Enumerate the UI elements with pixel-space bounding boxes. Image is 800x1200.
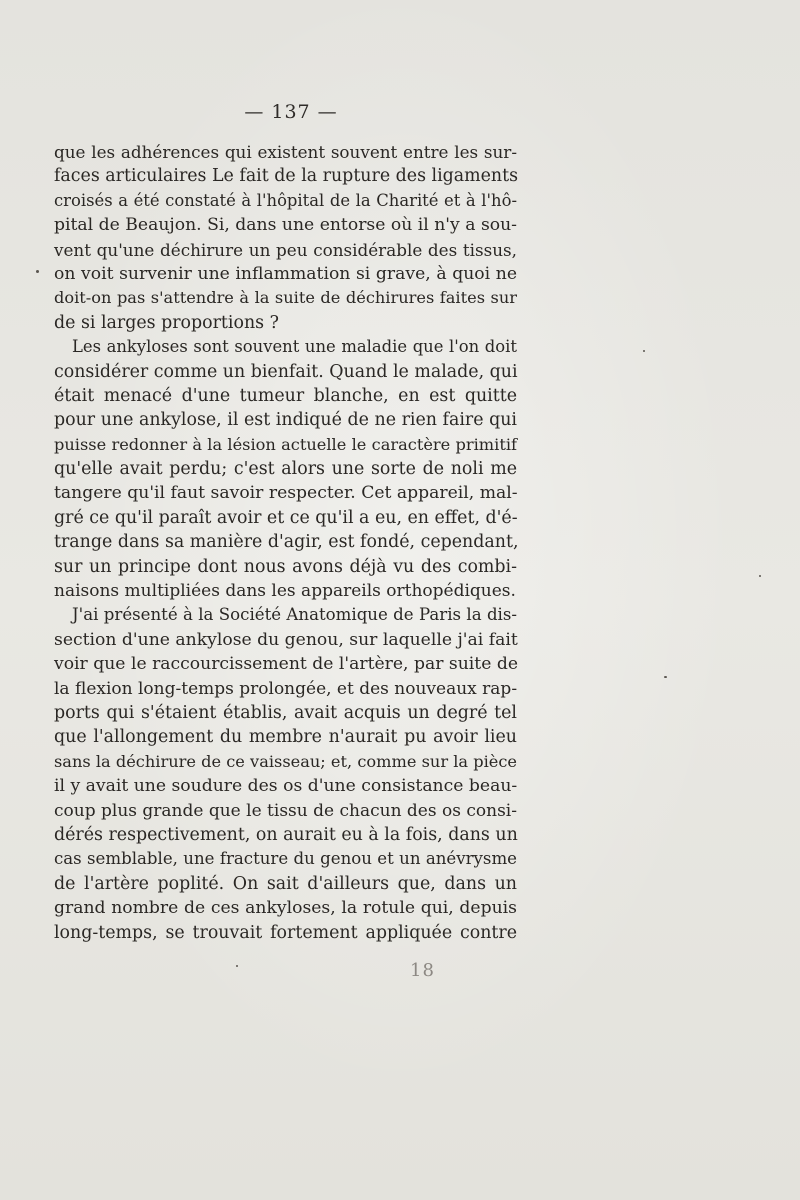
text-line: on voit survenir une inflammation si grave, à quoi ne [54,263,517,284]
text-line: que les adhérences qui existent souvent entre les sur- [54,142,517,162]
text-line: pour une ankylose, il est indiqué de ne rien faire qui [54,410,517,431]
text-line: de si larges proportions ? [54,312,279,333]
text-line: croisés a été constaté à l'hôpital de la Charité et à l'hô- [54,190,517,210]
text-line: puisse redonner à la lésion actuelle le caractère primitif [54,434,517,454]
text-line: il y avait une soudure des os d'une consistance beau- [54,776,518,797]
ink-speck [236,965,238,967]
text-line: coup plus grande que le tissu de chacun des os consi- [54,800,517,821]
text-line: considérer comme un bienfait. Quand le malade, qui [54,361,518,382]
page-number-header: — 137 — [244,101,338,123]
ink-speck [36,270,39,273]
ink-speck [664,676,667,678]
text-line: doit-on pas s'attendre à la suite de déchirures faites sur [54,288,517,308]
text-line: de l'artère poplité. On sait d'ailleurs que, dans un [54,873,517,894]
text-line: ports qui s'étaient établis, avait acquis un degré tel [54,702,517,723]
body-text [54,140,517,945]
text-line: section d'une ankylose du genou, sur laquelle j'ai fait [54,629,518,650]
text-line: la flexion long-temps prolongée, et des nouveaux rap- [54,678,518,699]
text-line: grand nombre de ces ankyloses, la rotule qui, depuis [54,898,517,919]
text-line: trange dans sa manière d'agir, est fondé, cependant, [54,532,519,553]
text-line: vent qu'une déchirure un peu considérable des tissus, [54,239,517,260]
text-line: sans la déchirure de ce vaisseau; et, comme sur la pièce [54,751,517,771]
text-line: était menacé d'une tumeur blanche, en est quitte [54,385,517,406]
text-line: que l'allongement du membre n'aurait pu avoir lieu [54,727,517,748]
ink-speck [759,575,761,577]
text-line: Les ankyloses sont souvent une maladie que l'on doit [72,337,517,357]
signature-mark: 18 [410,960,435,981]
ink-speck [643,350,645,352]
text-line: pital de Beaujon. Si, dans une entorse où il n'y a sou- [54,215,517,236]
text-line: long-temps, se trouvait fortement appliquée contre [54,922,517,943]
text-line: gré ce qu'il paraît avoir et ce qu'il a eu, en effet, d'é- [54,507,518,528]
text-line: voir que le raccourcissement de l'artère, par suite de [54,654,519,675]
text-line: tangere qu'il faut savoir respecter. Cet appareil, mal- [54,483,518,504]
text-line: J'ai présenté à la Société Anatomique de Paris la dis- [72,605,517,625]
text-line: faces articulaires Le fait de la rupture des ligaments [54,166,519,187]
text-line: sur un principe dont nous avons déjà vu des combi- [54,556,517,577]
text-line: qu'elle avait perdu; c'est alors une sorte de noli me [54,459,517,480]
text-line: naisons multipliées dans les appareils orthopédiques. [54,581,516,602]
text-line: dérés respectivement, on aurait eu à la fois, dans un [54,824,518,845]
text-line: cas semblable, une fracture du genou et un anévrysme [54,849,517,869]
